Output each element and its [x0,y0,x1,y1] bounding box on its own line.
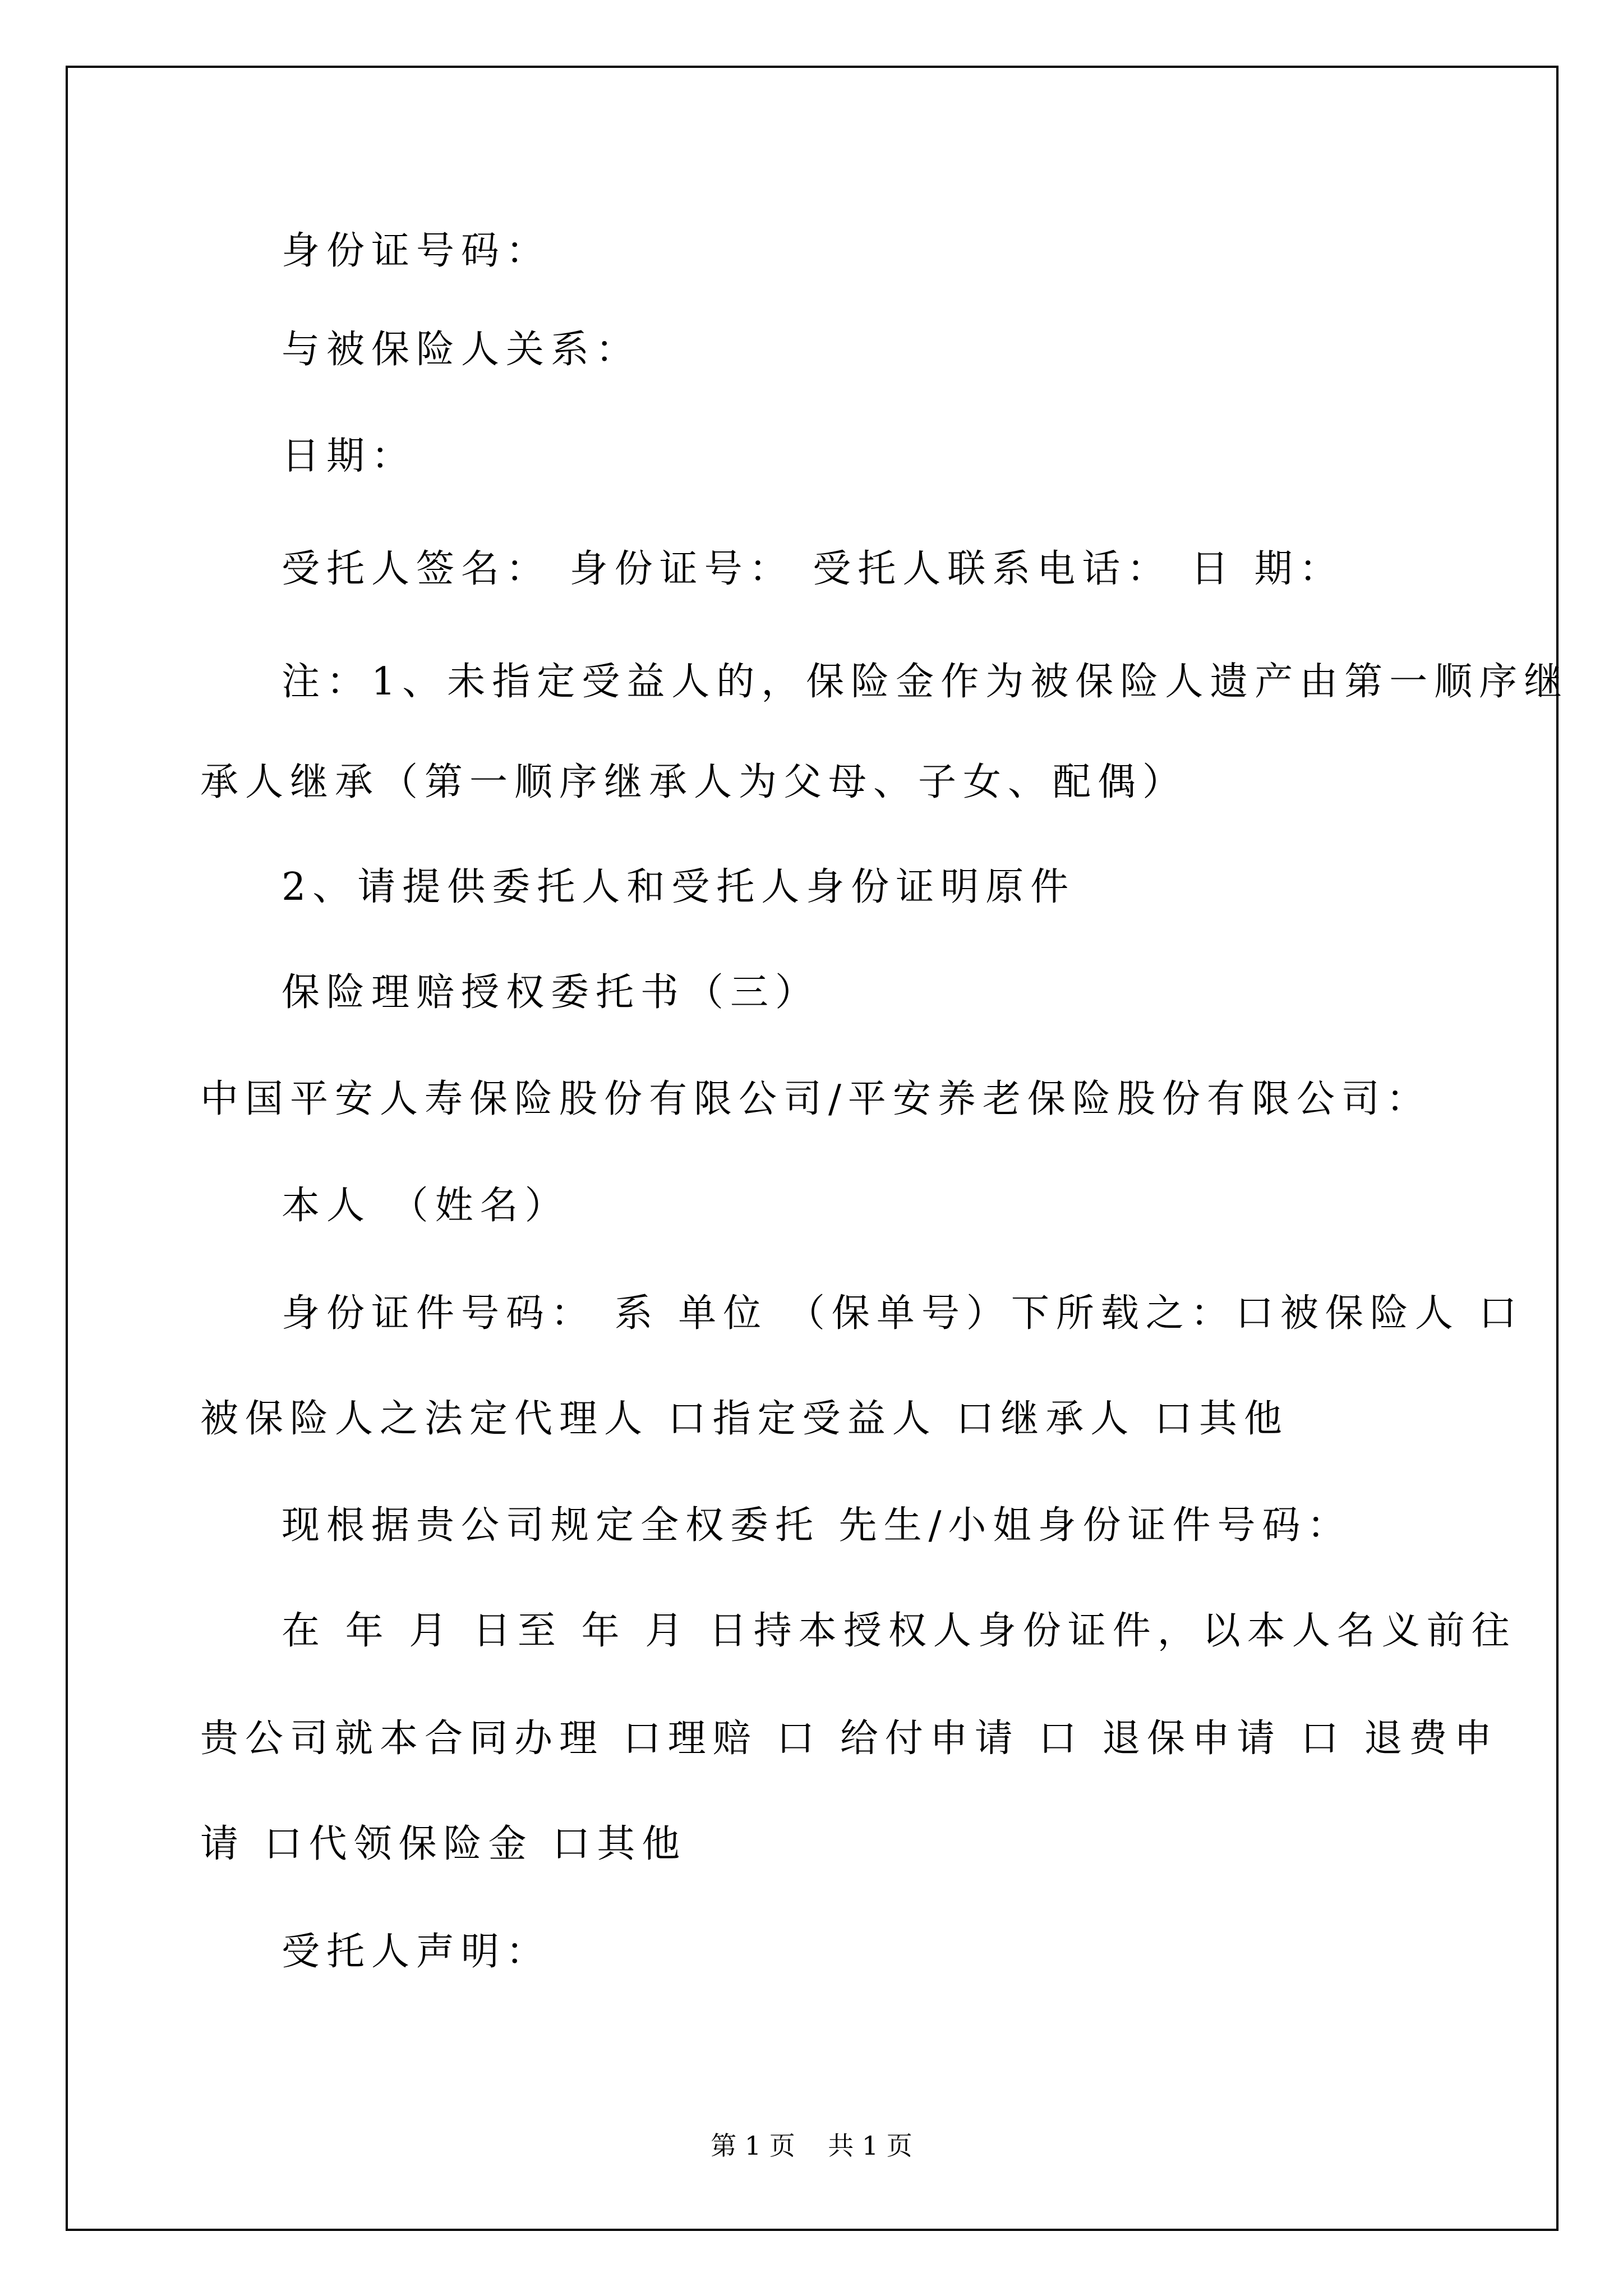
text-principal-identity: 身份证件号码： 系 单位 （保单号）下所载之：口被保险人 口 [282,1291,1524,1336]
text-principal-identity-continued: 被保险人之法定代理人 口指定受益人 口继承人 口其他 [200,1397,1289,1441]
text-trustee-declaration: 受托人声明： [282,1930,551,1974]
text-matters-continued: 请 口代领保险金 口其他 [200,1822,687,1866]
text-trustee-signature-line: 受托人签名： 身份证号： 受托人联系电话： 日 期： [282,547,1344,591]
text-addressee: 中国平安人寿保险股份有限公司/平安养老保险股份有限公司： [200,1077,1431,1121]
text-date: 日期： [282,434,417,478]
text-relationship: 与被保险人关系： [282,328,641,372]
text-period: 在 年 月 日至 年 月 日持本授权人身份证件，以本人名义前往 [282,1609,1516,1653]
page-border [66,66,1559,2231]
text-principal-name: 本人 （姓名） [282,1184,570,1228]
text-id-number: 身份证号码： [282,229,551,273]
text-note-2: 2、请提供委托人和受托人身份证明原件 [282,865,1076,909]
page-number: 第 1 页 共 1 页 [711,2131,912,2161]
text-note-1: 注：1、未指定受益人的，保险金作为被保险人遗产由第一顺序继 [282,660,1569,704]
text-delegation: 现根据贵公司规定全权委托 先生/小姐身份证件号码： [282,1503,1352,1548]
section-title: 保险理赔授权委托书（三） [282,970,820,1015]
text-matters: 贵公司就本合同办理 口理赔 口 给付申请 口 退保申请 口 退费申 [200,1717,1499,1761]
text-note-1-continued: 承人继承（第一顺序继承人为父母、子女、配偶） [200,760,1188,804]
